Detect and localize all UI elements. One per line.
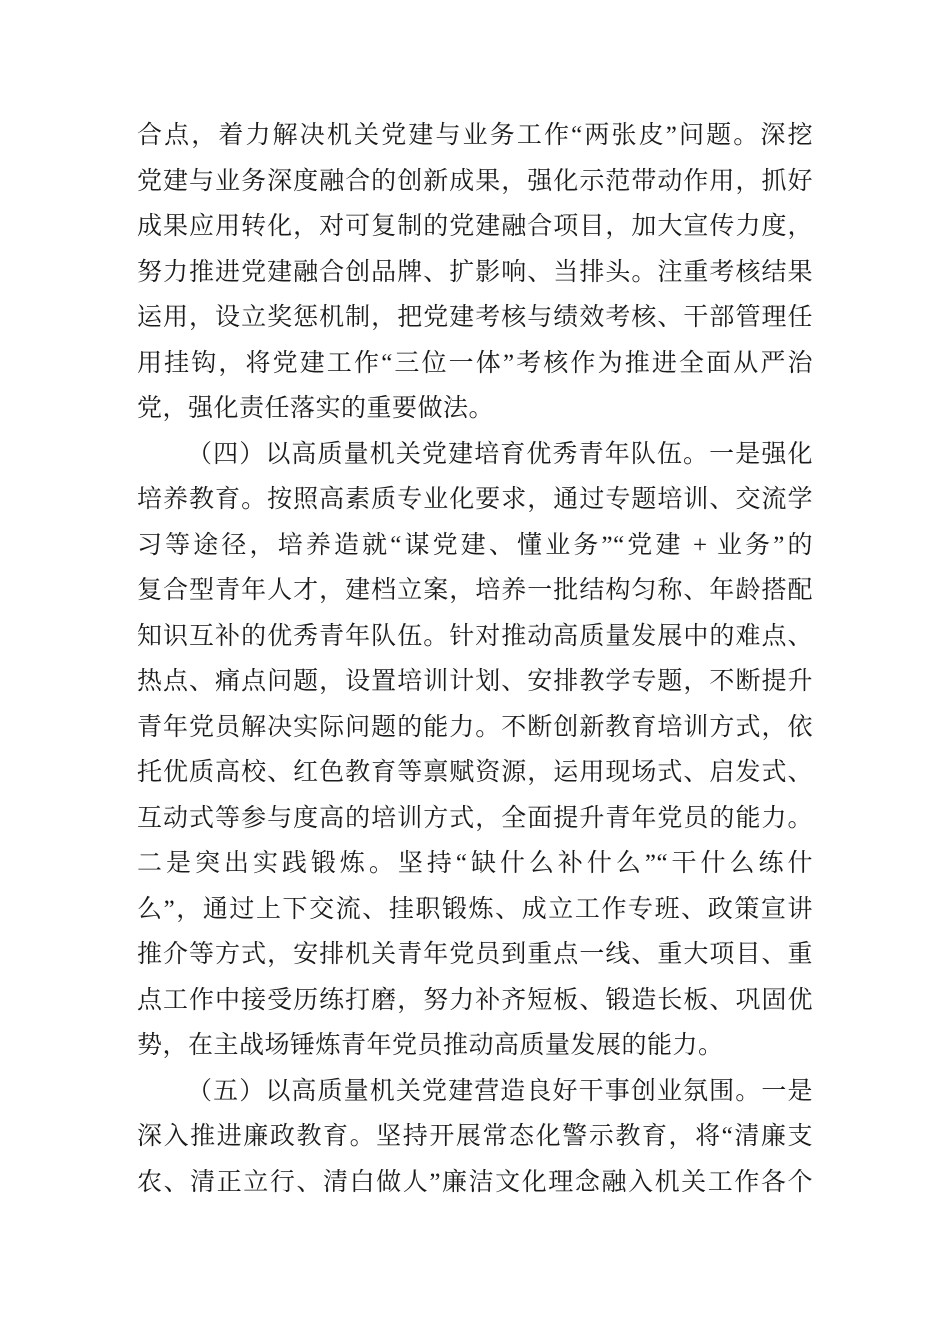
paragraph-section-four xyxy=(137,432,813,1069)
text-line: 青年党员解决实际问题的能力。不断创新教育培训方式，依 xyxy=(137,713,813,741)
text-line: 合点，着力解决机关党建与业务工作“两张皮”问题。深挖 xyxy=(137,122,813,149)
text-line: 成果应用转化，对可复制的党建融合项目，加大宣传力度， xyxy=(137,213,813,240)
text-line: 运用，设立奖惩机制，把党建考核与绩效考核、干部管理任 xyxy=(137,304,813,331)
text-line: 托优质高校、红色教育等禀赋资源，运用现场式、启发式、 xyxy=(137,759,813,786)
text-line: 努力推进党建融合创品牌、扩影响、当排头。注重考核结果 xyxy=(137,258,813,286)
text-line: 热点、痛点问题，设置培训计划、安排教学专题，不断提升 xyxy=(137,668,813,695)
text-line: 党，强化责任落实的重要做法。 xyxy=(137,395,495,422)
text-line: 互动式等参与度高的培训方式，全面提升青年党员的能力。 xyxy=(137,804,813,832)
text-line: 农、清正立行、清白做人”廉洁文化理念融入机关工作各个 xyxy=(137,1168,813,1196)
text-line: 点工作中接受历练打磨，努力补齐短板、锻造长板、巩固优 xyxy=(137,986,813,1014)
paragraph-section-five xyxy=(137,1069,813,1206)
document-body xyxy=(137,113,813,1205)
paragraph-continuation xyxy=(137,113,813,432)
text-line: 知识互补的优秀青年队伍。针对推动高质量发展中的难点、 xyxy=(137,622,813,650)
text-line: （五）以高质量机关党建营造良好干事创业氛围。一是 xyxy=(187,1077,813,1105)
text-line: 复合型青年人才，建档立案，培养一批结构匀称、年龄搭配 xyxy=(137,577,813,604)
text-line: 么”，通过上下交流、挂职锻炼、成立工作专班、政策宣讲 xyxy=(137,895,813,923)
text-line: 二是突出实践锻炼。坚持“缺什么补什么”“干什么练什 xyxy=(137,850,813,877)
text-line: 用挂钩，将党建工作“三位一体”考核作为推进全面从严治 xyxy=(137,349,813,377)
text-line: 培养教育。按照高素质专业化要求，通过专题培训、交流学 xyxy=(137,486,813,513)
text-line: 推介等方式，安排机关青年党员到重点一线、重大项目、重 xyxy=(137,941,813,968)
text-line: 深入推进廉政教育。坚持开展常态化警示教育，将“清廉支 xyxy=(137,1123,813,1150)
text-line: 党建与业务深度融合的创新成果，强化示范带动作用，抓好 xyxy=(137,167,813,195)
text-line: 习等途径，培养造就“谋党建、懂业务”“党建 + 业务”的 xyxy=(137,531,813,559)
text-line: （四）以高质量机关党建培育优秀青年队伍。一是强化 xyxy=(187,440,813,468)
text-line: 势，在主战场锤炼青年党员推动高质量发展的能力。 xyxy=(137,1032,724,1059)
